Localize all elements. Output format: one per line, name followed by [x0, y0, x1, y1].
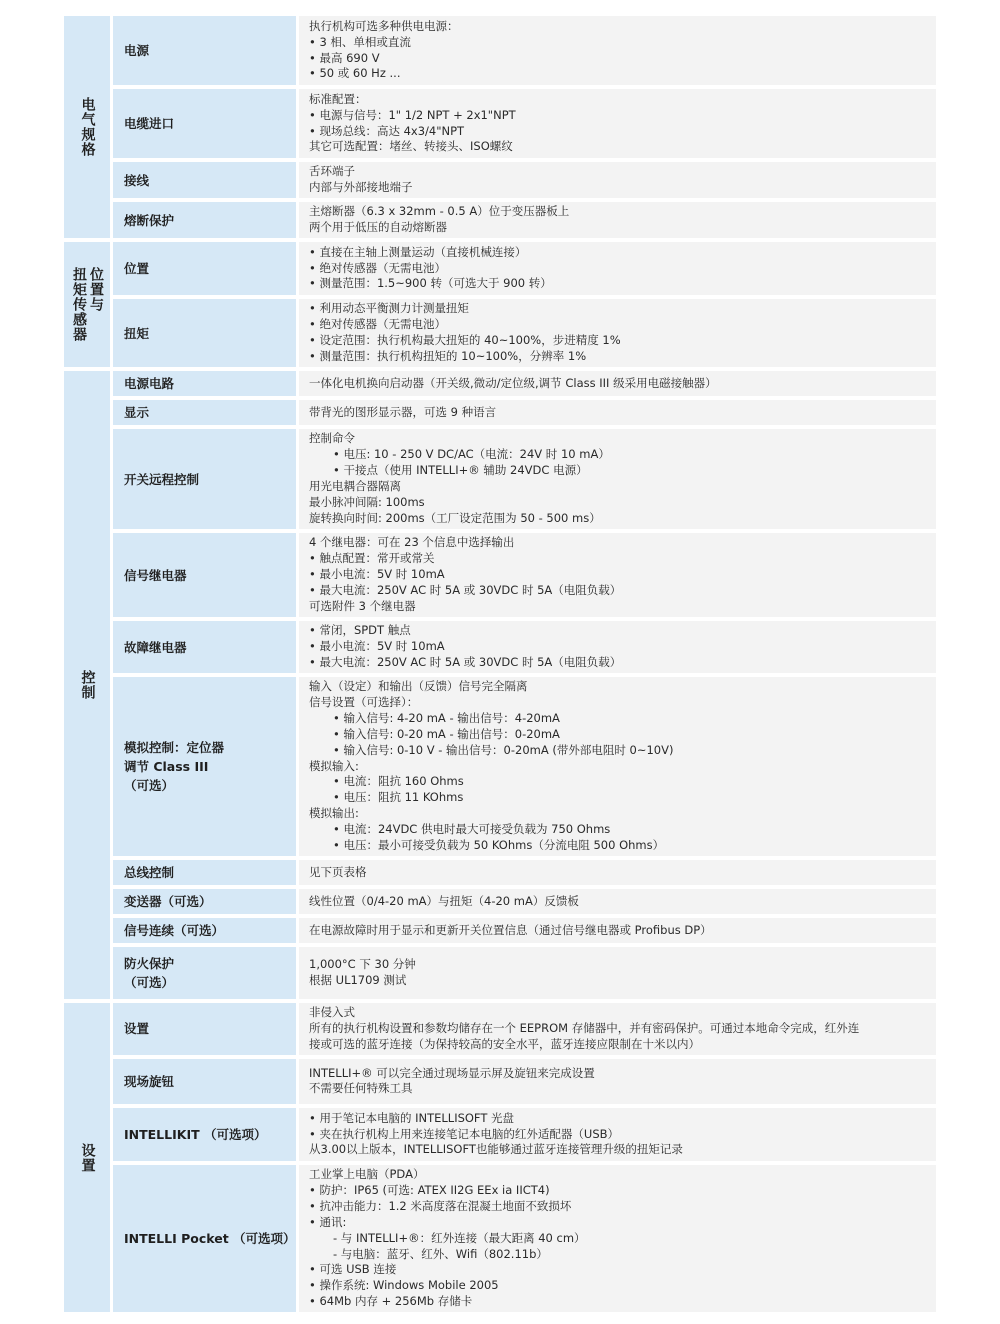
spec-label-line: 位置 — [124, 261, 150, 276]
spec-label — [113, 999, 299, 1055]
spec-value-line: 不需要任何特殊工具 — [309, 1081, 413, 1096]
spec-value-line: 旋转换向时间: 200ms（工厂设定范围为 50 - 500 ms） — [309, 510, 601, 525]
spec-value-line: 所有的执行机构设置和参数均储存在一个 EEPROM 存储器中，并有密码保护。可通过本地命令完成，红外连 — [309, 1021, 860, 1036]
spec-label — [113, 1104, 299, 1161]
spec-row — [64, 425, 936, 529]
spec-label-line: 调节 Class III — [124, 758, 209, 774]
spec-value — [299, 914, 936, 943]
spec-table-body — [64, 12, 936, 1312]
spec-value-line: 控制命令 — [309, 431, 355, 446]
spec-row — [64, 396, 936, 425]
spec-value-line: 输入（设定）和输出（反馈）信号完全隔离 — [309, 679, 528, 693]
spec-value-line: • 触点配置：常开或常关 — [309, 551, 435, 566]
spec-value-line: 最小脉冲间隔: 100ms — [309, 494, 425, 509]
spec-label-line: 模拟控制：定位器 — [124, 739, 225, 755]
spec-row — [64, 367, 936, 396]
spec-value-line: • 50 或 60 Hz ... — [309, 66, 401, 81]
spec-row — [64, 943, 936, 999]
spec-value — [299, 1104, 936, 1161]
category-title — [79, 1143, 96, 1173]
spec-label — [113, 885, 299, 914]
spec-value-line: • 电流：阻抗 160 Ohms — [333, 774, 464, 789]
spec-label — [113, 238, 299, 295]
spec-value-line: 其它可选配置：堵丝、转接头、ISO螺纹 — [309, 139, 513, 154]
spec-value — [299, 999, 936, 1055]
spec-value — [299, 1161, 936, 1312]
spec-value — [299, 1055, 936, 1104]
spec-row — [64, 85, 936, 158]
spec-value-line: 带背光的图形显示器，可选 9 种语言 — [309, 404, 497, 419]
spec-value — [299, 12, 936, 85]
spec-value-line: • 测量范围：1.5~900 转（可选大于 900 转） — [309, 276, 552, 291]
spec-label-line: 电源 — [124, 43, 150, 58]
spec-value-line: • 最大电流：250V AC 时 5A 或 30VDC 时 5A（电阻负载） — [309, 582, 622, 597]
spec-value-line: • 防护：IP65 (可选: ATEX II2G EEx ia IICT4) — [309, 1182, 550, 1197]
spec-value — [299, 396, 936, 425]
spec-value-line: 线性位置（0/4-20 mA）与扭矩（4-20 mA）反馈板 — [309, 893, 579, 908]
spec-label-line: 开关远程控制 — [124, 471, 200, 487]
category-cell — [64, 238, 113, 367]
category-title — [70, 267, 104, 342]
spec-value-line: 执行机构可选多种供电电源： — [309, 18, 459, 33]
spec-row — [64, 914, 936, 943]
spec-row — [64, 529, 936, 617]
spec-value-line: • 绝对传感器（无需电池） — [309, 260, 446, 275]
spec-label-line: 熔断保护 — [124, 212, 175, 228]
spec-label-line: INTELLI Pocket （可选项） — [124, 1231, 296, 1247]
spec-value-line: 信号设置（可选择）： — [309, 694, 419, 709]
category-title-line: 电气规格 — [79, 97, 96, 157]
spec-label — [113, 1161, 299, 1312]
spec-label-line: 电源电路 — [124, 376, 175, 391]
spec-row — [64, 198, 936, 238]
spec-value — [299, 158, 936, 198]
spec-value-line: - 与 INTELLI+®：红外连接（最大距离 40 cm） — [333, 1230, 586, 1245]
spec-label — [113, 85, 299, 158]
spec-label — [113, 914, 299, 943]
spec-row — [64, 238, 936, 295]
spec-value-line: • 利用动态平衡测力计测量扭矩 — [309, 301, 469, 316]
spec-row — [64, 1161, 936, 1312]
spec-label-line: 故障继电器 — [124, 639, 187, 655]
spec-value-line: • 通讯: — [309, 1214, 347, 1229]
spec-value-line: • 3 相、单相或直流 — [309, 34, 411, 49]
spec-value-line: • 干接点（使用 INTELLI+® 辅助 24VDC 电源） — [333, 463, 588, 478]
spec-row — [64, 295, 936, 367]
spec-label-line: 扭矩 — [124, 325, 150, 341]
spec-value — [299, 295, 936, 367]
spec-label — [113, 396, 299, 425]
spec-value-line: • 最小电流：5V 时 10mA — [309, 639, 445, 654]
spec-value-line: 可选附件 3 个继电器 — [309, 598, 416, 613]
category-title-line: 控制 — [79, 669, 96, 700]
spec-value — [299, 238, 936, 295]
spec-value-line: INTELLI+® 可以完全通过现场显示屏及旋钮来完成设置 — [309, 1065, 595, 1080]
spec-value-line: 用光电耦合器隔离 — [309, 479, 401, 493]
spec-value — [299, 85, 936, 158]
spec-value-line: 工业掌上电脑（PDA） — [309, 1166, 425, 1181]
spec-label-line: 总线控制 — [124, 864, 175, 880]
spec-value — [299, 673, 936, 856]
spec-row — [64, 885, 936, 914]
spec-value — [299, 425, 936, 529]
spec-value-line: • 抗冲击能力：1.2 米高度落在混凝土地面不致损坏 — [309, 1198, 572, 1213]
spec-value-line: 标准配置： — [309, 91, 367, 106]
spec-value-line: • 最大电流：250V AC 时 5A 或 30VDC 时 5A（电阻负载） — [309, 654, 622, 669]
spec-row — [64, 1104, 936, 1161]
spec-label-line: 信号连续（可选） — [124, 922, 225, 938]
spec-label — [113, 1055, 299, 1104]
spec-value-line: 一体化电机换向启动器（开关级,微动/定位级,调节 Class III 级采用电磁接触器） — [309, 375, 717, 390]
spec-row — [64, 673, 936, 856]
spec-value — [299, 198, 936, 238]
spec-value-line: 模拟输出: — [309, 806, 359, 821]
spec-row — [64, 12, 936, 85]
spec-value-line: 内部与外部接地端子 — [309, 180, 413, 194]
spec-value-line: 1,000°C 下 30 分钟 — [309, 957, 416, 972]
spec-label — [113, 295, 299, 367]
spec-label-line: （可选） — [124, 974, 175, 990]
spec-value-line: - 与电脑：蓝牙、红外、Wifi（802.11b） — [333, 1246, 548, 1261]
spec-table — [64, 12, 936, 1312]
spec-value-line: • 直接在主轴上测量运动（直接机械连接） — [309, 244, 527, 259]
spec-label — [113, 617, 299, 673]
spec-label — [113, 12, 299, 85]
spec-value-line: 从3.00以上版本，INTELLISOFT也能够通过蓝牙连接管理升级的扭矩记录 — [309, 1142, 683, 1157]
spec-value-line: • 电压：阻抗 11 KOhms — [333, 790, 464, 805]
spec-value-line: • 测量范围：执行机构扭矩的 10~100%，分辨率 1% — [309, 348, 587, 363]
spec-value — [299, 885, 936, 914]
spec-value-line: • 最高 690 V — [309, 50, 380, 65]
spec-value-line: 见下页表格 — [309, 864, 367, 879]
spec-label-line: 显示 — [124, 405, 150, 420]
spec-label — [113, 158, 299, 198]
category-cell — [64, 999, 113, 1312]
spec-label-line: 变送器（可选） — [124, 893, 212, 909]
spec-value-line: • 输入信号: 0-20 mA - 输出信号：0-20mA — [333, 726, 560, 741]
spec-value-line: • 现场总线：高达 4x3/4"NPT — [309, 123, 465, 138]
spec-value-line: 4 个继电器：可在 23 个信息中选择输出 — [309, 535, 515, 550]
category-title-line: 位置与 — [88, 267, 104, 312]
spec-label-line: 接线 — [124, 172, 150, 188]
spec-value-line: • 64Mb 内存 + 256Mb 存储卡 — [309, 1294, 473, 1309]
category-cell — [64, 12, 113, 238]
spec-value-line: • 用于笔记本电脑的 INTELLISOFT 光盘 — [309, 1110, 515, 1125]
spec-value-line: • 设定范围：执行机构最大扭矩的 40~100%，步进精度 1% — [309, 333, 621, 347]
spec-value-line: • 操作系统: Windows Mobile 2005 — [309, 1278, 499, 1293]
spec-label-line: 防火保护 — [124, 955, 175, 971]
spec-value-line: 非侵入式 — [309, 1005, 355, 1020]
spec-value — [299, 367, 936, 396]
category-title-line: 扭矩传感器 — [71, 267, 87, 342]
spec-value-line: 舌环端子 — [309, 164, 355, 179]
category-title — [79, 97, 96, 157]
spec-label — [113, 856, 299, 885]
spec-value-line: • 绝对传感器（无需电池） — [309, 317, 446, 332]
spec-value — [299, 943, 936, 999]
spec-label — [113, 529, 299, 617]
spec-label — [113, 367, 299, 396]
spec-row — [64, 999, 936, 1055]
spec-value-line: 在电源故障时用于显示和更新开关位置信息（通过信号继电器或 Profibus DP） — [309, 922, 712, 937]
spec-value-line: • 电压：最小可接受负载为 50 KOhms（分流电阻 500 Ohms） — [333, 838, 665, 853]
spec-value-line: • 夹在执行机构上用来连接笔记本电脑的红外适配器（USB） — [309, 1126, 620, 1141]
spec-value-line: • 输入信号: 0-10 V - 输出信号：0-20mA (带外部电阻时 0~10V) — [333, 742, 674, 757]
spec-value-line: • 常闭，SPDT 触点 — [309, 623, 411, 638]
spec-label-line: 现场旋钮 — [124, 1073, 175, 1089]
spec-value — [299, 529, 936, 617]
spec-value-line: 模拟输入: — [309, 758, 359, 773]
spec-label — [113, 425, 299, 529]
spec-value-line: 两个用于低压的自动熔断器 — [309, 220, 447, 234]
spec-label-line: INTELLIKIT （可选项） — [124, 1126, 267, 1142]
spec-row — [64, 617, 936, 673]
category-cell — [64, 367, 113, 999]
spec-row — [64, 158, 936, 198]
spec-label-line: 信号继电器 — [124, 567, 187, 583]
spec-label-line: （可选） — [124, 777, 175, 793]
spec-row — [64, 856, 936, 885]
spec-row — [64, 1055, 936, 1104]
spec-value-line: • 输入信号: 4-20 mA - 输出信号：4-20mA — [333, 710, 560, 725]
spec-label-line: 电缆进口 — [124, 116, 175, 131]
spec-label — [113, 943, 299, 999]
spec-value-line: • 电压: 10 - 250 V DC/AC（电流：24V 时 10 mA） — [333, 447, 610, 462]
spec-value — [299, 856, 936, 885]
spec-value-line: • 可选 USB 连接 — [309, 1262, 397, 1277]
spec-value-line: • 电源与信号：1" 1/2 NPT + 2x1"NPT — [309, 107, 516, 122]
spec-value — [299, 617, 936, 673]
spec-value-line: • 电流：24VDC 供电时最大可接受负载为 750 Ohms — [333, 822, 611, 837]
spec-value-line: 主熔断器（6.3 x 32mm - 0.5 A）位于变压器板上 — [309, 204, 570, 219]
spec-value-line: 接或可选的蓝牙连接（为保持较高的安全水平，蓝牙连接应限制在十米以内） — [309, 1036, 700, 1051]
spec-label — [113, 198, 299, 238]
spec-label-line: 设置 — [124, 1021, 150, 1037]
spec-value-line: 根据 UL1709 测试 — [309, 972, 407, 987]
spec-value-line: • 最小电流：5V 时 10mA — [309, 567, 445, 582]
category-title — [79, 670, 96, 700]
category-title-line: 设置 — [79, 1142, 96, 1173]
spec-label — [113, 673, 299, 856]
